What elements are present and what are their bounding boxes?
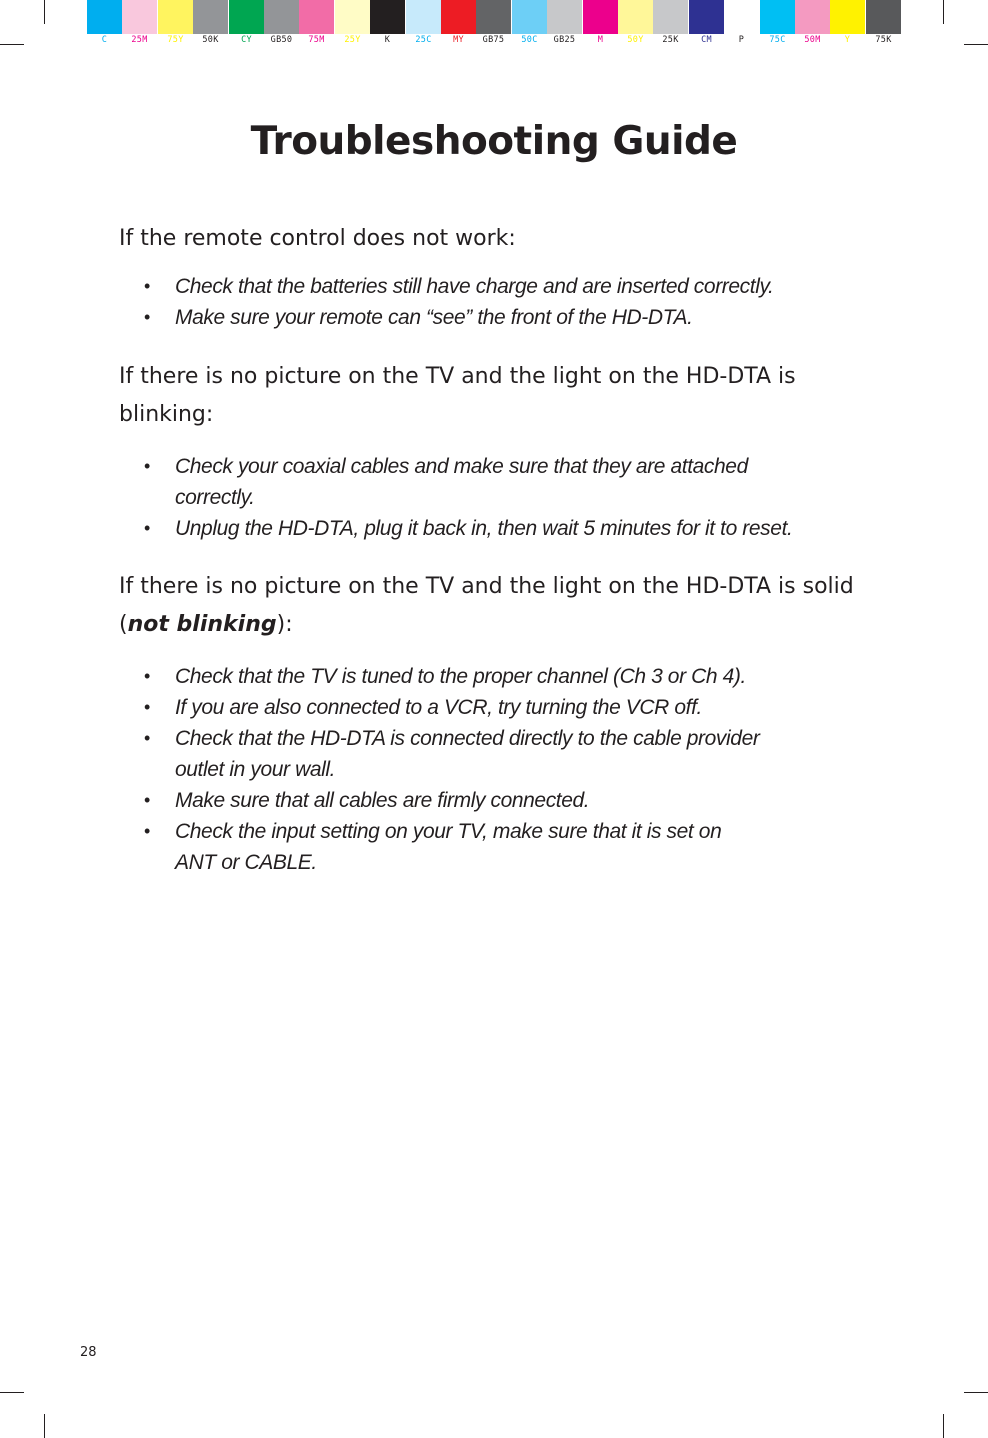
color-swatch: [830, 0, 865, 48]
color-swatch-fill: [512, 0, 547, 34]
color-swatch-fill: [795, 0, 830, 34]
color-swatch-label: CY: [241, 35, 252, 45]
bullet-icon: •: [144, 307, 150, 327]
color-swatch: [653, 0, 688, 48]
color-swatch: [795, 0, 830, 48]
crop-mark-bottom-right-horizontal: [964, 1392, 988, 1393]
bullet-list-remote: [144, 271, 874, 333]
color-swatch-fill: [724, 0, 759, 34]
list-item: [144, 661, 874, 692]
color-swatch-label: 75M: [308, 35, 325, 45]
bullet-icon: •: [144, 821, 150, 841]
color-swatch: [406, 0, 441, 48]
heading-emphasis: not blinking: [127, 612, 277, 637]
color-swatch-label: M: [597, 35, 604, 45]
crop-mark-bottom-left-vertical: [44, 1414, 45, 1438]
list-item: [144, 692, 874, 723]
crop-mark-top-right-horizontal: [964, 44, 988, 45]
bullet-icon: •: [144, 666, 150, 686]
color-calibration-bar: [87, 0, 901, 48]
color-swatch-fill: [760, 0, 795, 34]
color-swatch: [866, 0, 901, 48]
color-swatch: [441, 0, 476, 48]
color-swatch: [229, 0, 264, 48]
list-item: [144, 816, 874, 878]
list-item: [144, 785, 874, 816]
color-swatch-label: 25K: [662, 35, 679, 45]
color-swatch-fill: [229, 0, 264, 34]
color-swatch-fill: [193, 0, 228, 34]
bullet-text-continued: ANT or CABLE.: [175, 851, 317, 874]
list-item: [144, 513, 874, 544]
page-title: Troubleshooting Guide: [250, 119, 738, 164]
color-swatch-label: 25C: [415, 35, 432, 45]
color-swatch: [87, 0, 122, 48]
color-swatch-label: 50C: [521, 35, 538, 45]
section-heading-solid: [119, 568, 879, 644]
crop-mark-top-right-vertical: [943, 0, 944, 24]
color-swatch: [760, 0, 795, 48]
color-swatch-label: 25M: [131, 35, 148, 45]
list-item: [144, 271, 874, 302]
color-swatch: [158, 0, 193, 48]
crop-mark-bottom-left-horizontal: [0, 1392, 24, 1393]
bullet-icon: •: [144, 728, 150, 748]
color-swatch-label: 75Y: [167, 35, 184, 45]
bullet-text: Unplug the HD-DTA, plug it back in, then wait 5 minutes for it to reset.: [175, 517, 793, 540]
heading-line: If the remote control does not work:: [119, 226, 516, 251]
heading-line: If there is no picture on the TV and the light on the HD-DTA is solid: [119, 574, 854, 599]
color-swatch-label: CM: [701, 35, 712, 45]
color-swatch-fill: [653, 0, 688, 34]
color-swatch-fill: [618, 0, 653, 34]
color-swatch: [122, 0, 157, 48]
color-swatch-label: 75K: [875, 35, 892, 45]
crop-mark-top-left-horizontal: [0, 44, 24, 45]
color-swatch-fill: [830, 0, 865, 34]
crop-mark-bottom-right-vertical: [943, 1414, 944, 1438]
heading-paren-close: ):: [276, 612, 293, 637]
heading-line: blinking:: [119, 402, 214, 427]
bullet-icon: •: [144, 518, 150, 538]
bullet-list-blinking: [144, 451, 874, 544]
color-swatch-label: Y: [844, 35, 851, 45]
color-swatch: [547, 0, 582, 48]
bullet-text-continued: correctly.: [175, 486, 255, 509]
color-swatch-fill: [547, 0, 582, 34]
bullet-icon: •: [144, 456, 150, 476]
list-item: [144, 723, 874, 785]
heading-line: If there is no picture on the TV and the light on the HD-DTA is: [119, 364, 796, 389]
list-item: [144, 451, 874, 513]
color-swatch-fill: [87, 0, 122, 34]
bullet-text: Check your coaxial cables and make sure that they are attached: [175, 455, 748, 478]
bullet-icon: •: [144, 697, 150, 717]
color-swatch-fill: [335, 0, 370, 34]
color-swatch: [476, 0, 511, 48]
color-swatch-label: GB50: [270, 35, 293, 45]
color-swatch-fill: [122, 0, 157, 34]
color-swatch-label: GB25: [553, 35, 576, 45]
list-item: [144, 302, 874, 333]
crop-mark-top-left-vertical: [44, 0, 45, 24]
bullet-text: If you are also connected to a VCR, try turning the VCR off.: [175, 696, 702, 719]
color-swatch-label: 50M: [804, 35, 821, 45]
color-swatch-label: P: [738, 35, 745, 45]
color-swatch: [370, 0, 405, 48]
bullet-text: Check the input setting on your TV, make sure that it is set on: [175, 820, 722, 843]
color-swatch-fill: [158, 0, 193, 34]
bullet-icon: •: [144, 790, 150, 810]
color-swatch-fill: [476, 0, 511, 34]
bullet-text: Check that the TV is tuned to the proper channel (Ch 3 or Ch 4).: [175, 665, 746, 688]
color-swatch-label: 25Y: [344, 35, 361, 45]
color-swatch: [193, 0, 228, 48]
color-swatch-label: 75C: [769, 35, 786, 45]
bullet-text: Make sure that all cables are firmly connected.: [175, 789, 590, 812]
color-swatch-fill: [370, 0, 405, 34]
section-heading-blinking: [119, 358, 879, 434]
bullet-text-continued: outlet in your wall.: [175, 758, 336, 781]
color-swatch: [618, 0, 653, 48]
color-swatch: [512, 0, 547, 48]
color-swatch-fill: [406, 0, 441, 34]
bullet-text: Make sure your remote can “see” the front of the HD-DTA.: [175, 306, 693, 329]
color-swatch-fill: [264, 0, 299, 34]
color-swatch: [724, 0, 759, 48]
bullet-list-solid: [144, 661, 874, 878]
color-swatch-fill: [583, 0, 618, 34]
color-swatch: [264, 0, 299, 48]
color-swatch-label: GB75: [482, 35, 505, 45]
color-swatch: [335, 0, 370, 48]
color-swatch-fill: [441, 0, 476, 34]
section-heading-remote: [119, 220, 879, 258]
color-swatch: [299, 0, 334, 48]
color-swatch-label: C: [101, 35, 108, 45]
bullet-icon: •: [144, 276, 150, 296]
color-swatch-label: MY: [453, 35, 464, 45]
color-swatch-fill: [299, 0, 334, 34]
color-swatch: [583, 0, 618, 48]
color-swatch-label: 50K: [202, 35, 219, 45]
color-swatch-label: K: [384, 35, 391, 45]
page-number: 28: [80, 1345, 97, 1360]
color-swatch-label: 50Y: [627, 35, 644, 45]
color-swatch-fill: [866, 0, 901, 34]
color-swatch: [689, 0, 724, 48]
bullet-text: Check that the HD-DTA is connected directly to the cable provider: [175, 727, 760, 750]
color-swatch-fill: [689, 0, 724, 34]
bullet-text: Check that the batteries still have charge and are inserted correctly.: [175, 275, 774, 298]
heading-paren-open: (: [119, 612, 128, 637]
